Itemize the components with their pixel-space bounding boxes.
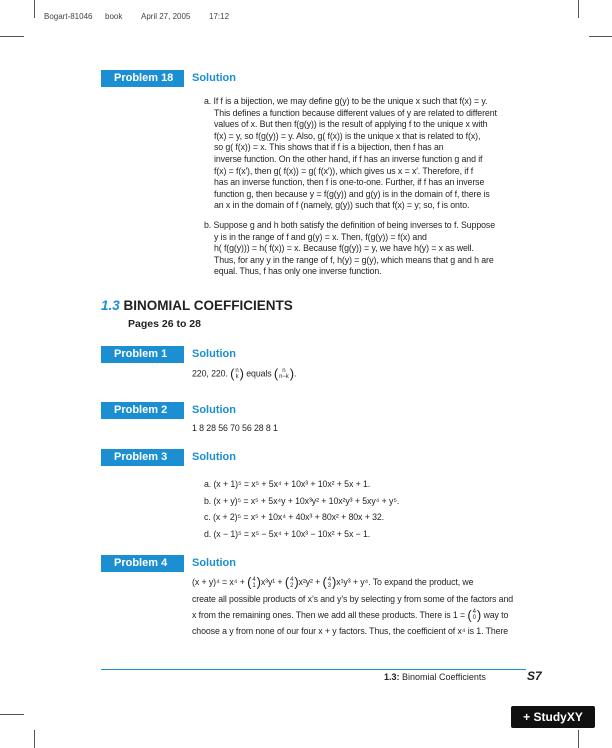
binom-top: 4 <box>290 576 294 583</box>
crop-mark <box>34 730 35 748</box>
text-line: This defines a function because different values of y are related to different <box>214 107 497 118</box>
footer-section-title: Binomial Coefficients <box>402 672 486 682</box>
text-line: create all possible products of x’s and y’s by selecting y from some of the factors and <box>192 593 514 604</box>
footer-running-head <box>384 672 486 682</box>
paren-close: ) <box>332 574 337 590</box>
paren-close: ) <box>289 366 294 382</box>
binomial-coefficient <box>235 368 238 380</box>
binom-top: 4 <box>252 576 256 583</box>
binom-bottom: 2 <box>290 582 294 589</box>
binom-bottom: 3 <box>327 582 332 589</box>
crop-mark <box>34 0 35 18</box>
text-line: has an inverse function, then f is one-to-one. Further, if f has an inverse <box>214 177 485 188</box>
slug-book: book <box>105 12 123 21</box>
binom-top: 4 <box>327 576 332 583</box>
binomial-coefficient <box>279 368 289 380</box>
crop-mark <box>0 36 24 37</box>
problem-3-label: Problem 3 <box>101 449 184 466</box>
problem-3-solution-title: Solution <box>192 451 236 463</box>
equation-line: a. (x + 1)⁵ = x⁵ + 5x⁴ + 10x³ + 10x² + 5x + 1. <box>204 479 371 489</box>
period: . <box>293 368 297 379</box>
problem-2-label: Problem 2 <box>101 402 184 419</box>
text-line: f(x) = y, so f(g(y)) = y. Also, g( f(x)) is the unique x that is related to f(x), <box>214 130 481 141</box>
paren-close: ) <box>476 607 482 623</box>
slug-time: 17:12 <box>209 12 230 21</box>
text-line: values of x. But then f(g(y)) is the result of applying f to the unique x with <box>214 119 488 130</box>
studyxy-watermark <box>511 706 595 728</box>
watermark-text: StudyXY <box>533 710 583 724</box>
crop-mark <box>0 714 24 715</box>
section-title: BINOMIAL COEFFICIENTS <box>123 298 293 313</box>
problem-18-label: Problem 18 <box>101 70 184 87</box>
binom-top: 4 <box>472 609 476 616</box>
binomial-coefficient <box>473 609 476 621</box>
text-line: an x in the domain of f (namely, g(y)) such that f(x) = y; so, f is onto. <box>214 200 470 211</box>
crop-mark <box>578 0 579 18</box>
text-line: so g( f(x)) = x. This shows that if f is a bijection, then f has an <box>214 142 444 153</box>
text-fragment: (x + y)⁴ = x⁴ + <box>192 577 245 587</box>
paren-open: ( <box>467 607 472 623</box>
problem-4-text <box>192 574 572 639</box>
section-pages: Pages 26 to 28 <box>128 318 201 330</box>
paren-close: ) <box>239 366 244 382</box>
text-line <box>192 607 572 624</box>
text-line: Thus, for any y in the range of f, h(y) = g(y), which means that g and h are <box>214 254 494 265</box>
problem-4-label: Problem 4 <box>101 555 184 572</box>
paren-open: ( <box>230 366 235 382</box>
paren-open: ( <box>322 574 327 590</box>
section-number: 1.3 <box>101 298 120 313</box>
equation-line: d. (x − 1)⁵ = x⁵ − 5x⁴ + 10x³ − 10x² + 5x − 1. <box>204 528 371 539</box>
paren-close: ) <box>294 574 299 590</box>
binom-bottom: 0 <box>472 615 476 622</box>
text-fragment: x³y¹ + <box>260 577 283 587</box>
binom-bottom: k <box>235 374 239 380</box>
section-heading <box>101 298 293 313</box>
problem-3-list <box>204 476 399 542</box>
paren-open: ( <box>273 366 279 382</box>
binom-top: n <box>235 368 239 374</box>
text-line: inverse function. On the other hand, if f has an inverse function g and if <box>214 153 483 164</box>
text-line: f(x) = f(x′), then g( f(x)) = g( f(x′)), which gives us x = x′. Therefore, if f <box>214 165 474 176</box>
text-line <box>192 574 572 591</box>
text-line: choose a y from none of our four x + y factors. Thus, the coefficient of x⁴ is 1. There <box>192 626 509 637</box>
binom-bottom: n−k <box>279 374 289 380</box>
problem-1-solution-title: Solution <box>192 348 236 360</box>
binomial-coefficient <box>328 577 331 589</box>
text-line: function g, then because y = f(g(y)) and g(y) is in the domain of f, there is <box>214 188 490 199</box>
plus-icon: + <box>523 710 534 724</box>
paren-close: ) <box>256 574 261 590</box>
problem-4-solution-title: Solution <box>192 557 236 569</box>
text-line: a. If f is a bijection, we may define g(y) to be the unique x such that f(x) = y. <box>204 96 488 106</box>
crop-mark <box>589 36 612 37</box>
problem-18-part-a <box>204 96 564 212</box>
slug-date: April 27, 2005 <box>141 12 191 21</box>
slug-id: Bogart-81046 <box>44 12 93 21</box>
problem-2-text: 1 8 28 56 70 56 28 8 1 <box>192 423 278 433</box>
footer-rule <box>101 669 526 670</box>
page-number: S7 <box>527 669 542 683</box>
problem-1-text <box>192 368 296 380</box>
text-fragment: way to <box>483 609 509 620</box>
crop-mark <box>578 730 579 748</box>
text-fragment: x¹y³ + y⁴. To expand the product, we <box>336 577 474 587</box>
text-fragment: x from the remaining ones. Then we add all these products. There is 1 = <box>192 609 466 620</box>
problem-18-solution-title: Solution <box>192 72 236 84</box>
problem-1-label: Problem 1 <box>101 346 184 363</box>
problem-2-solution-title: Solution <box>192 404 236 416</box>
binomial-coefficient <box>252 577 255 589</box>
equation-line: b. (x + y)⁵ = x⁵ + 5x⁴y + 10x³y² + 10x²y³ + 5xy⁴ + y⁵. <box>204 495 400 506</box>
text-line: y is in the range of f and g(y) = x. Then, f(g(y)) = f(x) and <box>214 231 427 242</box>
binomial-coefficient <box>290 577 293 589</box>
problem-18-part-b <box>204 220 564 278</box>
binom-top: n <box>282 368 286 374</box>
text-line: b. Suppose g and h both satisfy the definition of being inverses to f. Suppose <box>204 220 496 230</box>
footer-section-number: 1.3: <box>384 672 400 682</box>
paren-open: ( <box>284 574 290 590</box>
binom-bottom: 1 <box>252 582 256 589</box>
equation-line: c. (x + 2)⁵ = x⁵ + 10x⁴ + 40x³ + 80x² + 80x + 32. <box>204 512 385 523</box>
text-fragment: x²y² + <box>298 577 321 587</box>
problem-1-prefix: 220, 220. <box>192 368 228 379</box>
paren-open: ( <box>247 574 252 590</box>
equals-word: equals <box>246 368 272 379</box>
text-line: equal. Thus, f has only one inverse function. <box>214 266 382 277</box>
text-line: h( f(g(y))) = h( f(x)) = x. Because f(g(y)) = y, we have h(y) = x as well. <box>214 243 474 254</box>
